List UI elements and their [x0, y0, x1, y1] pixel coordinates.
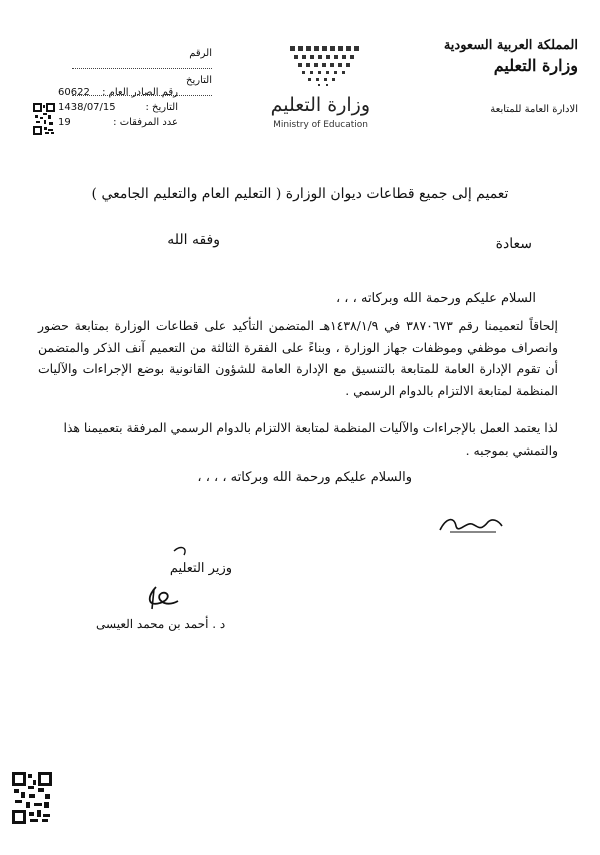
logo-english-text: Ministry of Education [273, 120, 368, 130]
number-label: الرقم [189, 48, 212, 59]
stamp-attachments-value: 19 [58, 117, 71, 128]
letterhead-right [428, 38, 578, 115]
stamp-number-row [58, 85, 178, 100]
issue-stamp [58, 85, 178, 130]
number-line [72, 44, 212, 69]
closing-greeting: والسلام عليكم ورحمة الله وبركاته ، ، ، ، [197, 470, 412, 485]
qr-code-icon [12, 772, 52, 824]
blessing: وفقه الله [167, 232, 220, 248]
stamp-date-label: التاريخ : [145, 102, 178, 113]
kingdom-name: المملكة العربية السعودية [443, 38, 578, 53]
initials-signature-icon [436, 508, 506, 538]
greeting: السلام عليكم ورحمة الله وبركاته ، ، ، [335, 291, 536, 306]
department-name: الادارة العامة للمتابعة [490, 104, 578, 115]
letter-subject: تعميم إلى جميع قطاعات ديوان الوزارة ( التعليم العام والتعليم الجامعي ) [91, 186, 509, 202]
body-paragraph-1: إلحاقاً لتعميمنا رقم ٣٨٧٠٦٧٣ في ١٤٣٨/١/٩هـ المتضمن التأكيد على قطاعات الوزارة بمتابعة حضور وانصراف موظفي وموظفات جهاز الوزارة ، وبناءً على الفقرة الثالثة من التعميم آنف الذكر والمتضمن أن تقوم الإدارة العامة للمتابعة بالتنسيق مع الإدارة العامة للشؤون القانونية بوضع الإجراءات والآليات المنظمة لمتابعة الالتزام بالدوام الرسمي . [38, 318, 559, 398]
logo-dots-icon [288, 44, 368, 90]
qr-code-icon [33, 103, 55, 135]
stamp-number-label: رقم الصادر العام : [102, 87, 178, 98]
stamp-date-value: 1438/07/15 [58, 102, 116, 113]
signatory-name: د . أحمد بن محمد العيسى [96, 617, 226, 631]
stamp-attachments-label: عدد المرفقات : [113, 117, 178, 128]
handwritten-signature-icon [118, 543, 238, 625]
body-paragraph-2: لذا يعتمد العمل بالإجراءات والآليات المنظمة لمتابعة الالتزام بالدوام الرسمي المرفقة بتعميمنا هذا والتمشي بموجبه . [63, 420, 558, 458]
minister-title: وزير التعليم [169, 561, 232, 576]
salutation: سعادة [495, 236, 532, 252]
stamp-date-row [58, 100, 178, 115]
date-label: التاريخ [186, 75, 212, 86]
stamp-attachments-row [58, 115, 178, 130]
minister-signature-block [118, 543, 238, 625]
ministry-name: وزارة التعليم [493, 56, 578, 75]
logo-arabic-text: وزارة التعليم [270, 94, 370, 116]
stamp-number-value: 60622 [58, 87, 90, 98]
ministry-logo [240, 44, 370, 136]
